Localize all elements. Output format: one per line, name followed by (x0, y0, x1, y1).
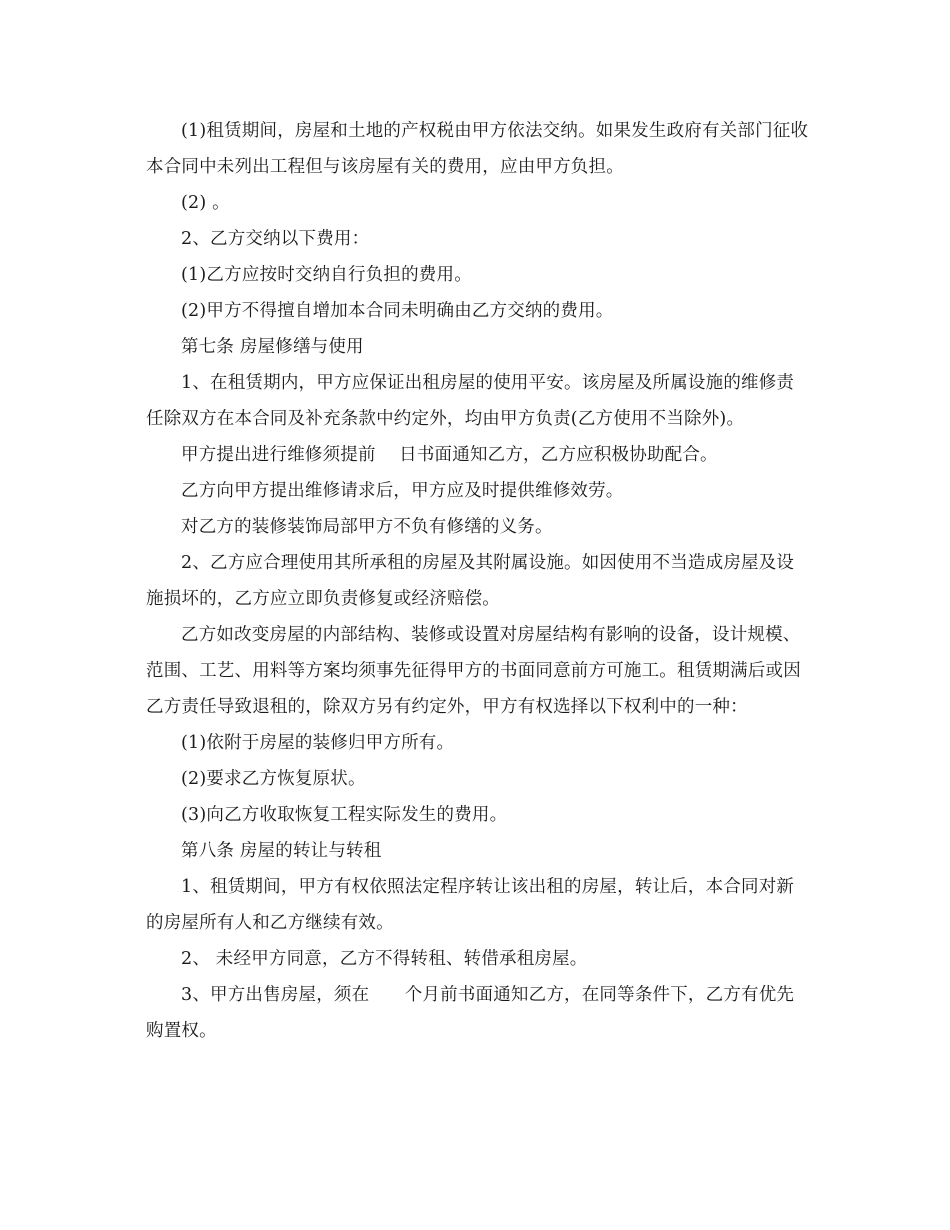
paragraph-transfer: 1、租赁期间，甲方有权依照法定程序转让该出租的房屋，转让后，本合同对新的房屋所有人和乙方继续有效。 (146, 877, 795, 933)
paragraph-item-2-blank: (2) 。 (181, 193, 230, 213)
paragraph-tenant-fees-heading: 2、乙方交纳以下费用： (181, 229, 370, 249)
paragraph-tenant-fee-1: (1)乙方应按时交纳自行负担的费用。 (181, 265, 472, 285)
paragraph-proper-use: 2、乙方应合理使用其所承租的房屋及其附属设施。如因使用不当造成房屋及设施损坏的，乙方应立即负责修复或经济赔偿。 (146, 553, 795, 609)
article-7-heading: 第七条 房屋修缮与使用 (181, 337, 364, 357)
paragraph-preemption: 3、甲方出售房屋，须在 个月前书面通知乙方，在同等条件下，乙方有优先购置权。 (146, 985, 795, 1041)
paragraph-option-2: (2)要求乙方恢复原状。 (181, 769, 366, 789)
paragraph-repair-responsibility: 1、在租赁期内，甲方应保证出租房屋的使用平安。该房屋及所属设施的维修责任除双方在本合同及补充条款中约定外，均由甲方负责(乙方使用不当除外)。 (146, 373, 795, 429)
paragraph-no-sublease: 2、 未经甲方同意，乙方不得转租、转借承租房屋。 (181, 949, 588, 969)
paragraph-tenant-fee-2: (2)甲方不得擅自增加本合同未明确由乙方交纳的费用。 (181, 301, 614, 321)
paragraph-option-3: (3)向乙方收取恢复工程实际发生的费用。 (181, 805, 508, 825)
article-8-heading: 第八条 房屋的转让与转租 (181, 841, 382, 861)
paragraph-option-1: (1)依附于房屋的装修归甲方所有。 (181, 733, 455, 753)
paragraph-repair-request: 乙方向甲方提出维修请求后，甲方应及时提供维修效劳。 (181, 481, 624, 501)
paragraph-property-tax: (1)租赁期间，房屋和土地的产权税由甲方依法交纳。如果发生政府有关部门征收本合同中未列出工程但与该房屋有关的费用，应由甲方负担。 (146, 121, 809, 177)
paragraph-structure-change: 乙方如改变房屋的内部结构、装修或设置对房屋结构有影响的设备，设计规模、范围、工艺、用料等方案均须事先征得甲方的书面同意前方可施工。租赁期满后或因乙方责任导致退租的，除双方另有约定外，甲方有权选择以下权利中的一种： (146, 625, 801, 717)
paragraph-decoration-exclusion: 对乙方的装修装饰局部甲方不负有修缮的义务。 (181, 517, 553, 537)
document-page (146, 113, 810, 1049)
paragraph-repair-notice: 甲方提出进行维修须提前 日书面通知乙方，乙方应积极协助配合。 (181, 445, 718, 465)
